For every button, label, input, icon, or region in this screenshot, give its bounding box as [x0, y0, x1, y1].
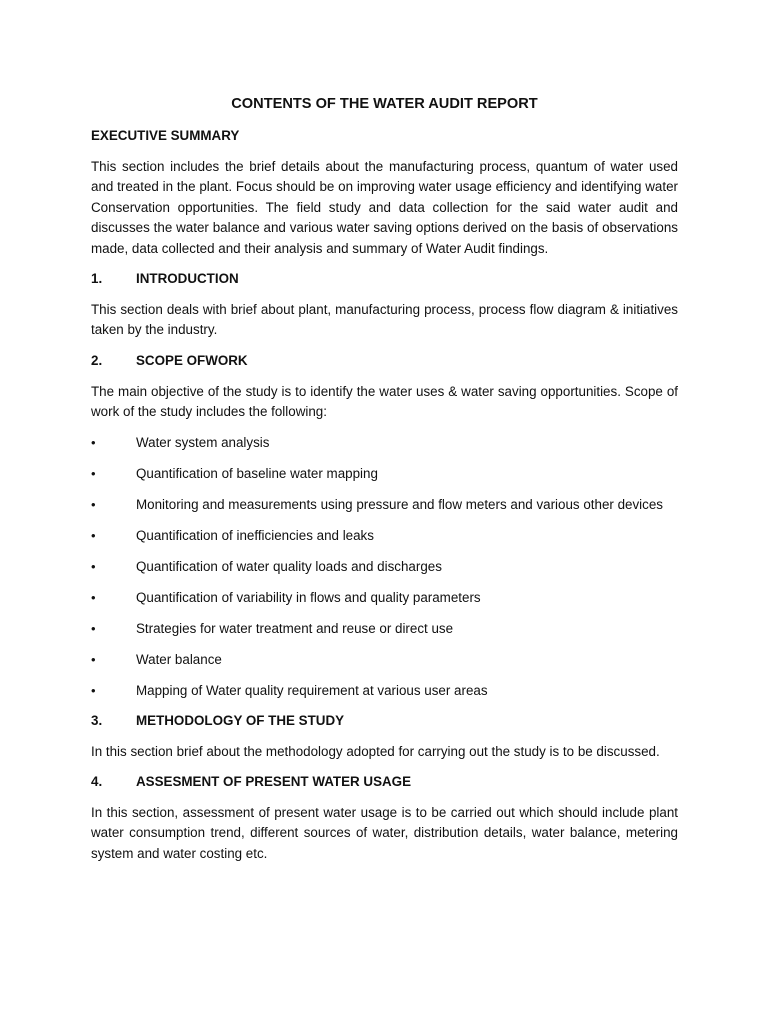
bullet-icon: •	[91, 465, 96, 481]
list-item	[91, 619, 678, 639]
list-item	[91, 433, 678, 453]
bullet-icon: •	[91, 620, 96, 636]
section-number: 1.	[91, 271, 103, 287]
section-title: METHODOLOGY OF THE STUDY	[136, 712, 345, 728]
section-number: 3.	[91, 712, 103, 728]
list-item	[91, 557, 678, 577]
section-number: 4.	[91, 774, 103, 790]
section-heading-assessment	[91, 773, 678, 791]
list-item-text: Quantification of variability in flows and quality parameters	[136, 589, 481, 605]
assessment-text: In this section, assessment of present water usage is to be carried out which should include plant water consumption trend, different sources of water, distribution details, water balance, metering system and water costing etc.	[91, 805, 678, 861]
section-heading-introduction	[91, 270, 678, 288]
list-item	[91, 464, 678, 484]
list-item	[91, 588, 678, 608]
executive-summary-heading	[91, 127, 678, 145]
document-title: CONTENTS OF THE WATER AUDIT REPORT	[231, 96, 538, 112]
methodology-text: In this section brief about the methodology adopted for carrying out the study is to be discussed.	[91, 743, 660, 759]
list-item	[91, 681, 678, 701]
scope-of-work-text: The main objective of the study is to identify the water uses & water saving opportunities. Scope of work of the study includes the following:	[91, 383, 678, 420]
section-heading-methodology	[91, 712, 678, 730]
list-item-text: Quantification of inefficiencies and leaks	[136, 527, 374, 543]
list-item-text: Monitoring and measurements using pressure and flow meters and various other devices	[136, 496, 663, 512]
bullet-icon: •	[91, 496, 96, 512]
bullet-icon: •	[91, 589, 96, 605]
list-item-text: Mapping of Water quality requirement at various user areas	[136, 682, 488, 698]
executive-summary-heading-label: EXECUTIVE SUMMARY	[91, 128, 240, 143]
section-number: 2.	[91, 352, 103, 368]
document-page	[91, 95, 678, 875]
section-title: ASSESMENT OF PRESENT WATER USAGE	[136, 774, 412, 790]
section-title: INTRODUCTION	[136, 271, 239, 287]
list-item-text: Strategies for water treatment and reuse or direct use	[136, 620, 454, 636]
list-item-text: Quantification of baseline water mapping	[136, 465, 378, 481]
scope-bullet-list	[91, 433, 678, 701]
list-item-text: Quantification of water quality loads and discharges	[136, 558, 442, 574]
bullet-icon: •	[91, 527, 96, 543]
introduction-text: This section deals with brief about plant, manufacturing process, process flow diagram & initiatives taken by the industry.	[91, 302, 678, 338]
list-item	[91, 495, 678, 515]
list-item	[91, 526, 678, 546]
section-title: SCOPE OFWORK	[136, 352, 248, 368]
bullet-icon: •	[91, 682, 96, 698]
list-item-text: Water system analysis	[136, 434, 270, 450]
list-item	[91, 650, 678, 670]
bullet-icon: •	[91, 434, 96, 450]
bullet-icon: •	[91, 651, 96, 667]
section-heading-scope-of-work	[91, 352, 678, 370]
bullet-icon: •	[91, 558, 96, 574]
executive-summary-text: This section includes the brief details about the manufacturing process, quantum of water used and treated in the plant. Focus should be on improving water usage efficiency and identifying water Conservation opportunities. The field study and data collection for the said water audit and discusses the water balance and various water saving options derived on the basis of observations made, data collected and their analysis and summary of Water Audit findings.	[91, 159, 678, 256]
list-item-text: Water balance	[136, 651, 222, 667]
